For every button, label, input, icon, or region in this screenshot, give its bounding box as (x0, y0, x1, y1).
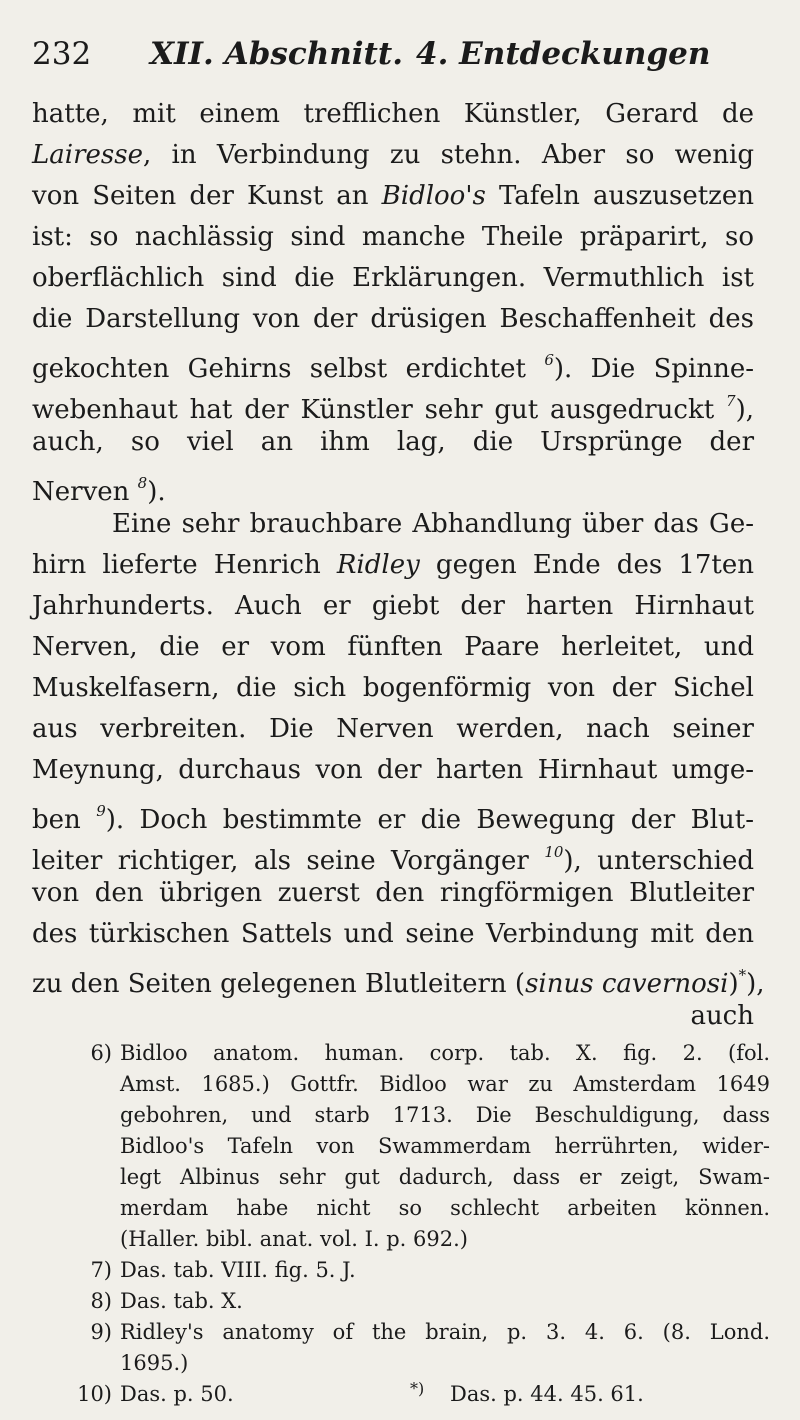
footnote-star (410, 1379, 644, 1410)
main-text (32, 94, 765, 1037)
footnote-ref-6: 6 (544, 351, 554, 369)
footnote-9 (70, 1317, 770, 1379)
text-line: gekochten Gehirns selbst erdichtet $^6$). Die Spinne- (32, 351, 754, 384)
footnotes (70, 1038, 770, 1410)
text-line: des türkischen Sattels und seine Verbindung mit den (32, 919, 754, 949)
footnote-number: 9) (90, 1320, 112, 1344)
footnote-line: Das. p. 50. (120, 1382, 234, 1406)
text-line: Meynung, durchaus von der harten Hirnhaut umge- (32, 755, 754, 785)
page-number: 232 (32, 36, 92, 72)
footnote-number: 8) (90, 1289, 112, 1313)
text-line: hatte, mit einem trefflichen Künstler, Gerard de (32, 99, 754, 129)
footnote-10 (70, 1379, 410, 1410)
footnote-8 (70, 1286, 770, 1317)
text-line: Jahrhunderts. Auch er giebt der harten Hirnhaut (32, 591, 754, 621)
text-line: webenhaut hat der Künstler sehr gut ausgedruckt $^7$), (32, 392, 755, 425)
text-line: von Seiten der Kunst an Bidloo's Tafeln auszusetzen (32, 181, 755, 211)
text-line: die Darstellung von der drüsigen Beschaffenheit des (32, 304, 754, 334)
section-title: XII. Abschnitt. (150, 36, 403, 72)
catchword: auch (690, 1001, 754, 1031)
topic-title: 4. Entdeckungen (416, 36, 711, 72)
footnote-line: gebohren, und starb 1713. Die Beschuldigung, dass (120, 1103, 770, 1127)
footnote-ref-10: 10 (544, 843, 564, 861)
footnote-line: (Haller. bibl. anat. vol. I. p. 692.) (120, 1227, 468, 1251)
text-line: leiter richtiger, als seine Vorgänger $^{10}$), unterschied (32, 843, 754, 876)
text-line: oberflächlich sind die Erklärungen. Vermuthlich ist (32, 263, 754, 293)
text-line: aus verbreiten. Die Nerven werden, nach seiner (32, 714, 754, 744)
text-line: hirn lieferte Henrich Ridley gegen Ende des 17ten (32, 550, 754, 580)
text-line: Muskelfasern, die sich bogenförmig von der Sichel (32, 673, 754, 703)
footnote-line: legt Albinus sehr gut dadurch, dass er zeigt, Swam- (120, 1165, 770, 1189)
text-line: ist: so nachlässig sind manche Theile präparirt, so (32, 222, 754, 252)
text-line: Lairesse, in Verbindung zu stehn. Aber so wenig (32, 140, 754, 170)
footnote-line: Amst. 1685.) Gottfr. Bidloo war zu Amsterdam 1649 (120, 1072, 770, 1096)
running-header (32, 24, 772, 84)
footnote-line: Ridley's anatomy of the brain, p. 3. 4. 6. (8. Lond. (120, 1320, 770, 1344)
footnote-line: merdam habe nicht so schlecht arbeiten können. (120, 1196, 770, 1220)
footnote-line: Das. tab. X. (120, 1289, 243, 1313)
text-line: auch, so viel an ihm lag, die Ursprünge der (32, 427, 754, 457)
text-line: zu den Seiten gelegenen Blutleitern (sinus cavernosi)*), (32, 966, 765, 999)
text-line: ben $^9$). Doch bestimmte er die Bewegung der Blut- (32, 802, 754, 835)
footnote-line: Bidloo anatom. human. corp. tab. X. fig. 2. (fol. (120, 1041, 770, 1065)
footnote-row (70, 1379, 770, 1410)
footnote-line: Das. p. 44. 45. 61. (450, 1382, 644, 1406)
footnote-number: *) (410, 1379, 425, 1398)
footnote-6 (70, 1038, 770, 1255)
text-line: Nerven $^8$). (32, 474, 166, 507)
text-line: Nerven, die er vom fünften Paare herleitet, und (32, 632, 754, 662)
footnote-ref-star: * (738, 966, 747, 984)
footnote-number: 6) (90, 1041, 112, 1065)
footnote-ref-9: 9 (96, 802, 106, 820)
footnote-7 (70, 1255, 770, 1286)
footnote-ref-7: 7 (726, 392, 736, 410)
footnote-ref-8: 8 (137, 474, 148, 492)
text-line: von den übrigen zuerst den ringförmigen Blutleiter (32, 878, 754, 908)
footnote-number: 10) (77, 1382, 112, 1406)
text-line: Eine sehr brauchbare Abhandlung über das Ge- (112, 509, 754, 539)
footnote-line: Bidloo's Tafeln von Swammerdam herrührten, wider- (120, 1134, 770, 1158)
footnote-line: 1695.) (120, 1351, 189, 1375)
footnote-line: Das. tab. VIII. fig. 5. J. (120, 1258, 356, 1282)
footnote-number: 7) (90, 1258, 112, 1282)
